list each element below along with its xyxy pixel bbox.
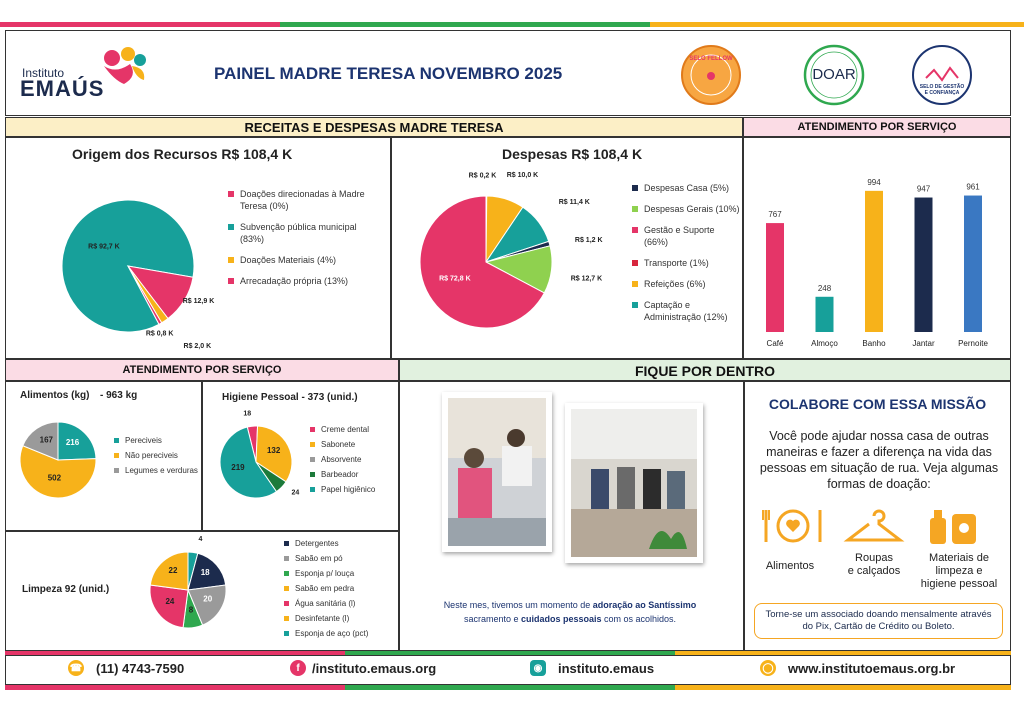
origem-legend-item — [228, 275, 378, 287]
alimentos-label: 167 — [39, 435, 54, 445]
colabore-item-alimentos: Alimentos — [765, 560, 815, 572]
bottom-stripe-green — [345, 685, 675, 690]
seal-doar-text: DOAR — [812, 66, 856, 83]
higiene-label: 24 — [291, 489, 300, 497]
photo-adoration — [442, 392, 552, 552]
seal-doar — [798, 44, 870, 106]
bar-pernoite — [964, 196, 982, 332]
origem-legend-swatch — [228, 191, 234, 197]
alimentos-legend — [114, 435, 200, 480]
despesas-legend-label: Gestão e Suporte (66%) — [644, 225, 715, 247]
despesas-legend-item — [632, 203, 740, 215]
alimentos-label: 216 — [65, 437, 80, 447]
page-title: PAINEL MADRE TERESA NOVEMBRO 2025 — [214, 64, 563, 83]
higiene-legend — [310, 424, 398, 499]
origem-legend — [228, 188, 378, 296]
facebook-icon: f — [290, 660, 306, 676]
higiene-legend-swatch — [310, 457, 315, 462]
logo — [20, 44, 150, 100]
top-stripe-yellow — [650, 22, 1024, 27]
higiene-title: Higiene Pessoal - 373 (unid.) — [222, 392, 358, 403]
phone-icon: ☎ — [68, 660, 84, 676]
globe-icon: ◯ — [760, 660, 776, 676]
bar-café — [766, 223, 784, 332]
limpeza-legend — [284, 538, 396, 643]
despesas-legend-item — [632, 257, 740, 269]
limpeza-slice — [150, 585, 188, 628]
limpeza-legend-swatch — [284, 601, 289, 606]
origem-title: Origem dos Recursos R$ 108,4 K — [72, 146, 293, 162]
despesas-label: R$ 0,2 K — [468, 172, 497, 180]
despesas-legend-item — [632, 182, 740, 194]
alimentos-total: - 963 kg — [100, 390, 138, 401]
atendimento-bar-chart — [748, 160, 1006, 356]
limpeza-legend-item — [284, 628, 396, 639]
instagram-icon: ◉ — [530, 660, 546, 676]
higiene-legend-swatch — [310, 442, 315, 447]
despesas-legend-swatch — [632, 206, 638, 212]
origem-legend-item — [228, 254, 378, 266]
colabore-title: COLABORE COM ESSA MISSÃO — [768, 396, 987, 412]
despesas-legend-label: Captação e Administração (12%) — [644, 300, 728, 322]
origem-label: R$ 0,8 K — [145, 330, 174, 338]
origem-label: R$ 92,7 K — [88, 243, 120, 251]
higiene-legend-label: Absorvente — [321, 455, 362, 464]
fique-caption — [420, 598, 720, 626]
origem-legend-swatch — [228, 278, 234, 284]
limpeza-legend-swatch — [284, 556, 289, 561]
footer-instagram-text: instituto.emaus — [558, 660, 655, 676]
footer-facebook[interactable] — [290, 660, 436, 676]
limpeza-legend-swatch — [284, 616, 289, 621]
despesas-legend-label: Despesas Casa (5%) — [644, 183, 730, 193]
limpeza-legend-label: Desinfetante (l) — [295, 614, 350, 623]
limpeza-legend-swatch — [284, 586, 289, 591]
higiene-legend-item — [310, 424, 398, 435]
alimentos-legend-item — [114, 435, 200, 446]
top-stripe-green — [280, 22, 650, 27]
origem-label: R$ 2,0 K — [183, 343, 212, 351]
despesas-legend-swatch — [632, 227, 638, 233]
alimentos-legend-item — [114, 450, 200, 461]
alimentos-legend-swatch — [114, 468, 119, 473]
higiene-label: 219 — [231, 463, 245, 473]
hanger-icon — [844, 506, 904, 546]
limpeza-legend-item — [284, 598, 396, 609]
despesas-legend-swatch — [632, 302, 638, 308]
despesas-legend-item — [632, 224, 740, 248]
bottom-stripe-pink — [5, 685, 345, 690]
fique-header: FIQUE POR DENTRO — [634, 363, 775, 379]
higiene-legend-label: Creme dental — [321, 425, 370, 434]
higiene-legend-item — [310, 469, 398, 480]
associado-box: Torne-se um associado doando mensalmente através do Pix, Cartão de Crédito ou Boleto. — [754, 603, 1003, 639]
logo-small-text: Instituto — [22, 66, 65, 80]
food-icon — [760, 506, 826, 546]
higiene-legend-swatch — [310, 472, 315, 477]
higiene-label: 132 — [266, 445, 281, 455]
higiene-pie-chart — [212, 410, 312, 518]
despesas-legend-swatch — [632, 281, 638, 287]
limpeza-legend-label: Esponja de aço (pct) — [295, 629, 369, 638]
higiene-legend-label: Barbeador — [321, 470, 359, 479]
despesas-legend — [632, 182, 740, 332]
origem-legend-item — [228, 188, 378, 212]
alimentos-legend-swatch — [114, 438, 119, 443]
limpeza-label: 4 — [198, 536, 203, 544]
limpeza-legend-label: Água sanitária (l) — [295, 599, 356, 608]
alimentos-legend-label: Não pereciveis — [125, 451, 178, 460]
limpeza-legend-item — [284, 568, 396, 579]
limpeza-legend-swatch — [284, 631, 289, 636]
limpeza-legend-label: Sabão em pó — [295, 554, 343, 563]
seal-fellow-text: SELO FELLOW — [689, 56, 733, 62]
higiene-legend-label: Sabonete — [321, 440, 356, 449]
atendimento-bottom-header: ATENDIMENTO POR SERVIÇO — [122, 364, 282, 376]
limpeza-title: Limpeza 92 (unid.) — [22, 584, 110, 595]
bar-jantar — [915, 198, 933, 332]
higiene-legend-label: Papel higiênico — [321, 485, 376, 494]
colabore-item-materiais: Materiais de limpeza e higiene pessoal — [920, 552, 998, 590]
caption-part-1: Neste mes, tivemos um momento de — [443, 600, 593, 610]
despesas-label: R$ 72,8 K — [439, 275, 471, 283]
despesas-legend-label: Refeições (6%) — [644, 279, 706, 289]
bar-value-label: 994 — [867, 177, 881, 187]
origem-legend-label: Doações Materiais (4%) — [240, 255, 337, 265]
origem-legend-swatch — [228, 224, 234, 230]
despesas-title: Despesas R$ 108,4 K — [502, 146, 643, 162]
despesas-label: R$ 11,4 K — [558, 199, 590, 207]
limpeza-legend-item — [284, 538, 396, 549]
limpeza-pie-chart — [140, 536, 240, 640]
footer-instagram[interactable] — [530, 660, 654, 676]
seal-fellow — [676, 44, 746, 106]
origem-legend-label: Arrecadação própria (13%) — [240, 276, 349, 286]
limpeza-label: 8 — [188, 605, 194, 615]
bar-category-label: Pernoite — [958, 339, 988, 348]
bar-almoço — [816, 297, 834, 332]
footer-facebook-text: /instituto.emaus.org — [312, 660, 437, 676]
bottom-stripe-yellow — [675, 685, 1011, 690]
limpeza-legend-label: Detergentes — [295, 539, 339, 548]
limpeza-legend-item — [284, 553, 396, 564]
bar-category-label: Jantar — [912, 339, 935, 348]
despesas-legend-swatch — [632, 185, 638, 191]
alimentos-legend-item — [114, 465, 200, 476]
limpeza-label: 18 — [200, 567, 210, 577]
alimentos-legend-label: Legumes e verduras — [125, 466, 198, 475]
despesas-pie-chart — [396, 170, 626, 350]
alimentos-legend-label: Pereciveis — [125, 436, 162, 445]
bar-value-label: 947 — [916, 184, 931, 194]
footer-phone-text: (11) 4743-7590 — [96, 660, 185, 676]
receitas-header: RECEITAS E DESPESAS MADRE TERESA — [244, 120, 504, 135]
limpeza-label: 20 — [203, 594, 213, 604]
colabore-text: Você pode ajudar nossa casa de outras maneiras e fazer a diferença na vida das pessoas em situação de rua. Veja algumas formas de doação: — [759, 429, 999, 491]
higiene-label: 18 — [243, 410, 252, 418]
higiene-legend-swatch — [310, 487, 315, 492]
origem-legend-label: Doações direcionadas à Madre Teresa (0%) — [240, 189, 365, 211]
despesas-label: R$ 10,0 K — [506, 171, 539, 179]
caption-part-3: com os acolhidos. — [601, 614, 677, 624]
bar-banho — [865, 191, 883, 332]
despesas-label: R$ 12,7 K — [570, 275, 603, 283]
higiene-legend-item — [310, 439, 398, 450]
caption-part-2: sacramento e — [463, 614, 521, 624]
seal-gestao — [904, 44, 980, 106]
colabore-item-roupas: Roupas e calçados — [847, 552, 901, 577]
limpeza-legend-swatch — [284, 541, 289, 546]
footer-website[interactable] — [760, 660, 955, 676]
caption-bold-1: adoração ao Santíssimo — [592, 600, 697, 610]
limpeza-legend-item — [284, 583, 396, 594]
despesas-legend-swatch — [632, 260, 638, 266]
alimentos-legend-swatch — [114, 453, 119, 458]
bar-category-label: Almoço — [811, 339, 838, 348]
alimentos-pie-chart — [14, 414, 114, 514]
top-stripe-pink — [0, 22, 280, 27]
bar-category-label: Banho — [862, 339, 886, 348]
origem-pie-chart — [40, 170, 230, 350]
limpeza-legend-label: Sabão em pedra — [295, 584, 355, 593]
limpeza-label: 22 — [168, 565, 178, 575]
bar-value-label: 248 — [817, 283, 832, 293]
alimentos-label: 502 — [47, 473, 62, 483]
seal-gestao-text: SELO DE GESTÃO E CONFIANÇA — [919, 84, 965, 96]
higiene-legend-item — [310, 484, 398, 495]
logo-big-text: EMAÚS — [20, 76, 105, 101]
origem-legend-swatch — [228, 257, 234, 263]
footer-phone[interactable] — [68, 660, 184, 676]
atendimento-top-header: ATENDIMENTO POR SERVIÇO — [797, 121, 957, 133]
limpeza-legend-label: Esponja p/ louça — [295, 569, 355, 578]
limpeza-legend-swatch — [284, 571, 289, 576]
footer-website-text: www.institutoemaus.org.br — [788, 660, 956, 676]
despesas-legend-item — [632, 299, 740, 323]
photo-prayer-image — [571, 409, 697, 557]
alimentos-title: Alimentos (kg) — [20, 390, 90, 401]
bar-value-label: 961 — [966, 182, 980, 192]
limpeza-label: 24 — [165, 596, 175, 606]
bar-value-label: 767 — [768, 210, 782, 220]
limpeza-legend-item — [284, 613, 396, 624]
origem-legend-item — [228, 221, 378, 245]
despesas-legend-label: Despesas Gerais (10%) — [644, 204, 740, 214]
origem-legend-label: Subvenção pública municipal (83%) — [240, 222, 357, 244]
origem-label: R$ 12,9 K — [182, 297, 215, 305]
despesas-legend-item — [632, 278, 740, 290]
caption-bold-2: cuidados pessoais — [520, 614, 602, 624]
photo-prayer — [565, 403, 703, 563]
higiene-legend-item — [310, 454, 398, 465]
higiene-legend-swatch — [310, 427, 315, 432]
despesas-label: R$ 1,2 K — [574, 237, 603, 245]
photo-adoration-image — [448, 398, 546, 546]
despesas-legend-label: Transporte (1%) — [644, 258, 709, 268]
cleaning-icon — [926, 504, 984, 546]
bar-category-label: Café — [766, 339, 784, 348]
